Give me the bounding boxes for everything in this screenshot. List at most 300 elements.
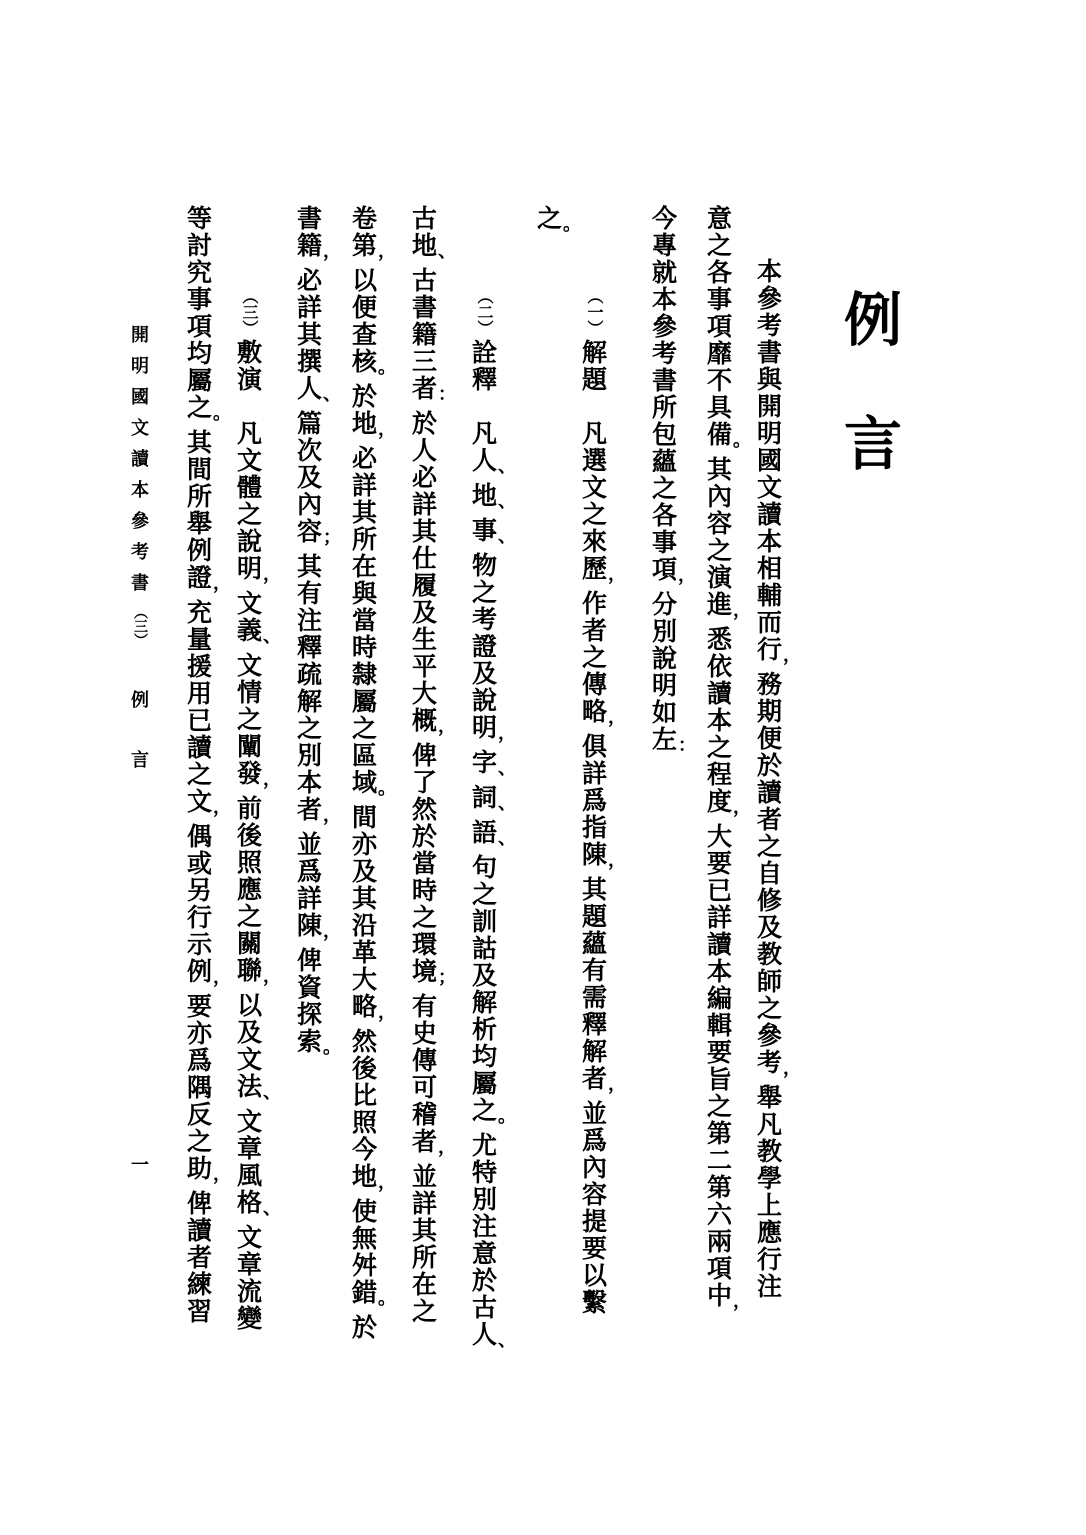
punctuation (236, 769, 281, 795)
character: 參 (131, 511, 149, 532)
character: 所 (411, 1243, 437, 1272)
punctuation-mark: ， (263, 769, 281, 790)
character: 參 (756, 1021, 782, 1050)
punctuation (296, 384, 341, 410)
punctuation-mark: ： (438, 384, 456, 405)
character: 另 (186, 876, 212, 905)
character: 了 (411, 768, 437, 797)
punctuation-mark: 。 (563, 214, 581, 235)
character: 開 (131, 325, 149, 346)
character: 演 (706, 563, 732, 592)
punctuation (756, 645, 801, 671)
punctuation (351, 1288, 396, 1314)
character: 項 (706, 1254, 732, 1283)
character: 後 (351, 1054, 377, 1083)
punctuation-mark: ， (378, 1172, 396, 1193)
character: 及 (756, 913, 782, 942)
punctuation-mark: ， (733, 797, 751, 818)
punctuation (186, 797, 231, 823)
punctuation-mark: ， (608, 1074, 626, 1095)
character: 文 (236, 446, 262, 475)
character: 訓 (471, 907, 497, 936)
punctuation-mark: 、 (498, 793, 516, 814)
punctuation (236, 564, 281, 590)
character: 明 (756, 419, 782, 448)
character: 其 (351, 498, 377, 527)
character: 篇 (296, 409, 322, 438)
character: 文 (236, 1107, 262, 1136)
character: 演 (236, 365, 262, 394)
punctuation (351, 1172, 396, 1198)
character: 行 (756, 635, 782, 664)
punctuation (581, 1074, 626, 1100)
character: 於 (756, 751, 782, 780)
character: 古 (411, 204, 437, 233)
character: 六 (706, 1200, 732, 1229)
character: 專 (651, 231, 677, 260)
punctuation-mark: ， (323, 805, 341, 826)
text-column-4 (581, 285, 626, 1317)
character: 之 (706, 536, 732, 565)
text-column-10 (236, 285, 281, 1333)
character: 特 (471, 1158, 497, 1187)
character: 變 (236, 1304, 262, 1333)
character: 以 (351, 266, 377, 295)
character: 可 (411, 1073, 437, 1102)
text-column-11 (186, 204, 231, 1326)
text-column-5 (536, 204, 581, 240)
character: 旨 (706, 1065, 732, 1094)
character: 來 (581, 527, 607, 556)
character: 區 (351, 741, 377, 770)
character: 充 (186, 598, 212, 627)
character: 後 (236, 821, 262, 850)
character: 析 (471, 1015, 497, 1044)
punctuation-mark: ， (263, 966, 281, 987)
character: 師 (756, 967, 782, 996)
character: 人 (296, 374, 322, 403)
character: 索 (296, 1027, 322, 1056)
character: 已 (186, 706, 212, 735)
punctuation-mark: ， (213, 1164, 231, 1185)
character: 陳 (581, 840, 607, 869)
punctuation (186, 967, 231, 993)
character: 者 (411, 1127, 437, 1156)
punctuation-mark: 、 (498, 828, 516, 849)
punctuation (471, 758, 516, 784)
character: 開 (756, 392, 782, 421)
character: 釋 (471, 365, 497, 394)
character: 凡 (756, 1110, 782, 1139)
character: 以 (581, 1261, 607, 1290)
character: 本 (296, 768, 322, 797)
character: 並 (411, 1162, 437, 1191)
character: 隅 (186, 1073, 212, 1102)
character: 其 (351, 884, 377, 913)
character: 籍 (296, 231, 322, 260)
character: 助 (186, 1154, 212, 1183)
character: 有 (296, 579, 322, 608)
character: 生 (411, 625, 437, 654)
punctuation (236, 966, 281, 992)
character: 義 (236, 616, 262, 645)
character: 探 (296, 1000, 322, 1029)
character: 詳 (296, 293, 322, 322)
character: 舉 (186, 509, 212, 538)
punctuation (296, 805, 341, 831)
character: 選 (581, 446, 607, 475)
character: 當 (411, 849, 437, 878)
character: 並 (581, 1099, 607, 1128)
character: 舉 (756, 1083, 782, 1112)
punctuation (236, 626, 281, 652)
character: 解 (471, 988, 497, 1017)
character: 讀 (756, 500, 782, 529)
text-column-8 (351, 204, 396, 1342)
character: 國 (756, 446, 782, 475)
character: 需 (581, 983, 607, 1012)
punctuation (296, 241, 341, 267)
punctuation-mark: ， (733, 600, 751, 621)
punctuation (581, 564, 626, 590)
punctuation (296, 1037, 341, 1063)
character: 必 (351, 444, 377, 473)
character: 關 (236, 929, 262, 958)
character: 究 (186, 258, 212, 287)
character: 詳 (351, 471, 377, 500)
character: 屬 (351, 687, 377, 716)
character: 章 (236, 1250, 262, 1279)
character: 凡 (581, 419, 607, 448)
character: 大 (411, 679, 437, 708)
character: 傳 (581, 670, 607, 699)
character: 之 (351, 714, 377, 743)
character: 進 (706, 590, 732, 619)
character: 之 (236, 705, 262, 734)
punctuation (351, 357, 396, 383)
character: 闡 (236, 732, 262, 761)
character: 教 (756, 940, 782, 969)
character: 左 (651, 725, 677, 754)
section-number: （三） (240, 288, 259, 336)
character: 古 (411, 266, 437, 295)
character: 無 (351, 1224, 377, 1253)
character: 之 (186, 393, 212, 422)
punctuation (186, 403, 231, 429)
punctuation (411, 967, 456, 993)
character: 要 (706, 849, 732, 878)
character: 古 (471, 1293, 497, 1322)
character: 傳 (411, 1046, 437, 1075)
character: 釋 (296, 633, 322, 662)
punctuation (471, 1330, 516, 1356)
character: 並 (296, 830, 322, 859)
character: 三 (411, 347, 437, 376)
punctuation (471, 456, 516, 482)
punctuation (351, 419, 396, 445)
punctuation (411, 384, 456, 410)
character: 示 (186, 930, 212, 959)
character: 者 (296, 795, 322, 824)
character: 發 (236, 759, 262, 788)
character: 詁 (471, 934, 497, 963)
punctuation (411, 1137, 456, 1163)
punctuation-mark: 。 (378, 778, 396, 799)
character: 字 (471, 748, 497, 777)
character: 間 (351, 803, 377, 832)
character: 解 (581, 338, 607, 367)
character: 亦 (351, 830, 377, 859)
character: 明 (131, 356, 149, 377)
character: 依 (706, 652, 732, 681)
character: 俾 (296, 946, 322, 975)
character: 其 (186, 428, 212, 457)
character: 二 (706, 1146, 732, 1175)
character: 地 (471, 481, 497, 510)
character: 上 (756, 1191, 782, 1220)
punctuation-mark: ， (498, 723, 516, 744)
character: 自 (756, 859, 782, 888)
punctuation-mark: ， (733, 1291, 751, 1312)
character: 隸 (351, 660, 377, 689)
character: 域 (351, 768, 377, 797)
punctuation-mark: 。 (498, 1106, 516, 1127)
punctuation (536, 214, 581, 240)
character: 參 (651, 312, 677, 341)
text-column-1 (756, 257, 801, 1301)
character: 不 (706, 366, 732, 395)
character: 爲 (581, 1126, 607, 1155)
punctuation (471, 491, 516, 517)
punctuation-mark: ， (608, 850, 626, 871)
character: 者 (756, 805, 782, 834)
character: 相 (756, 554, 782, 583)
character: 讀 (706, 679, 732, 708)
punctuation-mark: 、 (263, 1198, 281, 1219)
punctuation (351, 241, 396, 267)
character: 詳 (411, 490, 437, 519)
character: 境 (411, 957, 437, 986)
character: 參 (756, 284, 782, 313)
character: 人 (411, 436, 437, 465)
punctuation-mark: ， (378, 419, 396, 440)
character: 備 (706, 420, 732, 449)
character: 本 (706, 706, 732, 735)
character: 及 (411, 598, 437, 627)
character: 者 (411, 374, 437, 403)
character: 之 (471, 880, 497, 909)
character: 之 (471, 578, 497, 607)
character: 已 (706, 876, 732, 905)
character: 概 (411, 706, 437, 735)
character: 蘊 (581, 929, 607, 958)
character: 之 (756, 832, 782, 861)
character: 於 (411, 409, 437, 438)
character: 內 (706, 482, 732, 511)
character: 項 (651, 555, 677, 584)
character: 文 (131, 418, 149, 439)
character: 例 (843, 286, 902, 354)
character: 考 (756, 1048, 782, 1077)
text-column-9 (296, 204, 341, 1063)
character: 地 (411, 231, 437, 260)
character: 要 (581, 1234, 607, 1263)
punctuation (651, 565, 696, 591)
punctuation-mark: 、 (438, 241, 456, 262)
character: 別 (296, 741, 322, 770)
punctuation-mark: ， (378, 1002, 396, 1023)
character: 輯 (706, 1011, 732, 1040)
character: 說 (471, 686, 497, 715)
character: 習 (186, 1297, 212, 1326)
character: 大 (351, 965, 377, 994)
character: 編 (706, 984, 732, 1013)
character: 修 (756, 886, 782, 915)
character: 之 (581, 500, 607, 529)
character: 解 (296, 687, 322, 716)
punctuation-mark: 、 (498, 491, 516, 512)
character: 中 (706, 1281, 732, 1310)
character: 於 (351, 1313, 377, 1342)
character: 意 (706, 204, 732, 233)
character: 撰 (296, 347, 322, 376)
punctuation (651, 735, 696, 761)
character: 陳 (296, 911, 322, 940)
character: 文 (756, 473, 782, 502)
punctuation-mark: ； (323, 527, 341, 548)
character: 必 (411, 463, 437, 492)
character: 語 (471, 818, 497, 847)
character: 教 (756, 1137, 782, 1166)
character: 明 (236, 554, 262, 583)
punctuation (471, 793, 516, 819)
punctuation-mark: ， (608, 707, 626, 728)
character: 如 (651, 698, 677, 727)
character: 凡 (236, 419, 262, 448)
punctuation-mark: 、 (323, 384, 341, 405)
character: 別 (471, 1185, 497, 1214)
character (581, 393, 608, 420)
character: 詳 (296, 884, 322, 913)
character: 務 (756, 670, 782, 699)
character: 核 (351, 347, 377, 376)
character (471, 393, 498, 420)
character: 之 (756, 994, 782, 1023)
punctuation (296, 921, 341, 947)
character: 流 (236, 1277, 262, 1306)
character: 援 (186, 652, 212, 681)
character: 其 (411, 517, 437, 546)
character: 繫 (581, 1288, 607, 1317)
punctuation-mark: 。 (733, 430, 751, 451)
character: 所 (651, 393, 677, 422)
punctuation-mark: 。 (378, 357, 396, 378)
character: 事 (706, 285, 732, 314)
character: 詳 (411, 1189, 437, 1218)
character: 者 (581, 616, 607, 645)
character: 疏 (296, 660, 322, 689)
character: 釋 (581, 1010, 607, 1039)
section-number: （一） (585, 288, 604, 336)
character: 內 (296, 490, 322, 519)
character: 聯 (236, 956, 262, 985)
character: 讀 (186, 733, 212, 762)
character: 句 (471, 853, 497, 882)
character: 蘊 (651, 447, 677, 476)
character: 兩 (706, 1227, 732, 1256)
character: 平 (411, 652, 437, 681)
character: 爲 (581, 786, 607, 815)
punctuation-mark: 。 (213, 403, 231, 424)
character: 文 (236, 1223, 262, 1252)
character: 然 (351, 1027, 377, 1056)
text-column-7 (411, 204, 456, 1326)
character: 之 (411, 1297, 437, 1326)
character: 第 (706, 1173, 732, 1202)
punctuation-mark: 。 (323, 1037, 341, 1058)
character: 題 (581, 365, 607, 394)
character: 文 (236, 589, 262, 618)
character: 意 (471, 1239, 497, 1268)
character: 作 (581, 589, 607, 618)
character: 輔 (756, 581, 782, 610)
character: 革 (351, 938, 377, 967)
punctuation-mark: ， (213, 573, 231, 594)
punctuation (186, 1164, 231, 1190)
character: 書 (756, 338, 782, 367)
punctuation-mark: ： (678, 735, 696, 756)
punctuation-mark: ， (378, 241, 396, 262)
punctuation-mark: 、 (263, 626, 281, 647)
character: 當 (351, 606, 377, 635)
character: 之 (706, 231, 732, 260)
character: 要 (706, 1038, 732, 1067)
character: 之 (296, 714, 322, 743)
character: 所 (186, 482, 212, 511)
character: 法 (236, 1072, 262, 1101)
punctuation (351, 1002, 396, 1028)
character: 文 (186, 787, 212, 816)
character: 及 (351, 857, 377, 886)
character: 之 (536, 204, 562, 233)
character: 文 (236, 1045, 262, 1074)
character: 行 (756, 1245, 782, 1274)
punctuation-mark: ， (608, 564, 626, 585)
punctuation (581, 850, 626, 876)
punctuation-mark: ， (213, 967, 231, 988)
character: 詞 (471, 783, 497, 812)
running-footer (129, 320, 151, 1181)
character: 事 (471, 516, 497, 545)
character: 說 (236, 527, 262, 556)
character: 體 (236, 473, 262, 502)
character: 爲 (186, 1046, 212, 1075)
character: 書 (131, 573, 149, 594)
character: 俱 (581, 732, 607, 761)
character: 時 (411, 876, 437, 905)
character: 解 (581, 1037, 607, 1066)
character: 今 (651, 204, 677, 233)
character: 而 (756, 608, 782, 637)
punctuation (351, 778, 396, 804)
character: 照 (351, 1108, 377, 1137)
punctuation-mark: 、 (498, 526, 516, 547)
character: 包 (651, 420, 677, 449)
punctuation (236, 1198, 281, 1224)
title-text (844, 285, 902, 533)
character: 考 (756, 311, 782, 340)
punctuation (706, 600, 751, 626)
